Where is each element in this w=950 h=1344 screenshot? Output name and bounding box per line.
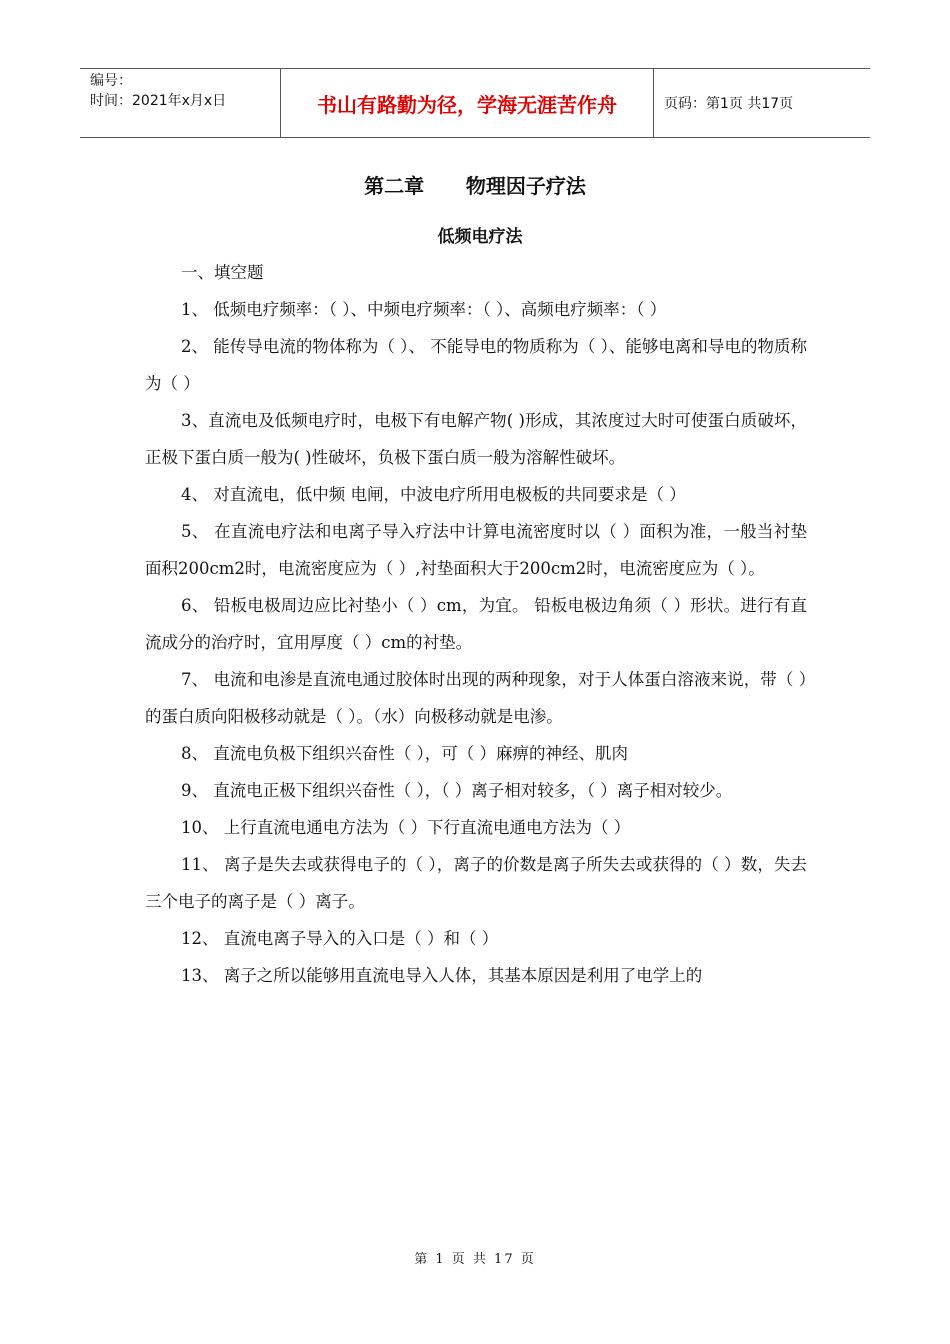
header-motto: 书山有路勤为径，学海无涯苦作舟 (280, 69, 654, 137)
question-4: 4、 对直流电，低中频 电闸，中波电疗所用电极板的共同要求是（ ） (181, 485, 686, 504)
document-body (145, 254, 807, 994)
question-11: 11、 离子是失去或获得电子的（ ），离子的价数是离子所失去或获得的（ ）数，失去三个电子的离子是（ ）离子。 (145, 855, 807, 911)
page-header (80, 68, 870, 138)
question-5: 5、 在直流电疗法和电离子导入疗法中计算电流密度时以（ ）面积为准，一般当衬垫面积200cm2时，电流密度应为（ ）,衬垫面积大于200cm2时，电流密度应为（ ）。 (145, 522, 807, 578)
question-12: 12、 直流电离子导入的入口是（ ）和（ ） (181, 929, 499, 948)
time-label: 时间：2021年x月x日 (90, 93, 227, 109)
header-page-info: 页码：第1页 共17页 (664, 96, 794, 112)
question-2: 2、 能传导电流的物体称为（ ）、 不能导电的物质称为（ ）、能够电离和导电的物质称为（ ） (145, 337, 807, 393)
question-9: 9、 直流电正极下组织兴奋性（ ），（ ）离子相对较多，（ ）离子相对较少。 (181, 781, 733, 800)
question-10: 10、 上行直流电通电方法为（ ）下行直流电通电方法为（ ） (181, 818, 631, 837)
page-footer: 第 1 页 共 17 页 (414, 1252, 536, 1267)
question-13: 13、 离子之所以能够用直流电导入人体，其基本原因是利用了电学上的 (181, 966, 703, 985)
section-title: 低频电疗法 (437, 227, 523, 247)
question-6: 6、 铅板电极周边应比衬垫小（ ）cm，为宜。 铅板电极边角须（ ）形状。进行有直流成分的治疗时，宜用厚度（ ）cm的衬垫。 (145, 596, 807, 652)
number-label: 编号： (90, 73, 132, 89)
chapter-title: 第二章 物理因子疗法 (364, 174, 586, 198)
question-3: 3、直流电及低频电疗时，电极下有电解产物( )形成，其浓度过大时可使蛋白质破坏，正极下蛋白质一般为( )性破坏，负极下蛋白质一般为溶解性破坏。 (145, 411, 807, 467)
question-7: 7、 电流和电渗是直流电通过胶体时出现的两种现象，对于人体蛋白溶液来说，带（ ）的蛋白质向阳极移动就是（ ）。（水）向极移动就是电渗。 (145, 670, 807, 726)
question-1: 1、 低频电疗频率：（ ）、中频电疗频率：（ ）、高频电疗频率：（ ） (181, 300, 667, 319)
question-8: 8、 直流电负极下组织兴奋性（ ），可（ ）麻痹的神经、肌肉 (181, 744, 628, 763)
section-heading: 一、填空题 (181, 263, 264, 282)
header-meta (80, 69, 280, 137)
